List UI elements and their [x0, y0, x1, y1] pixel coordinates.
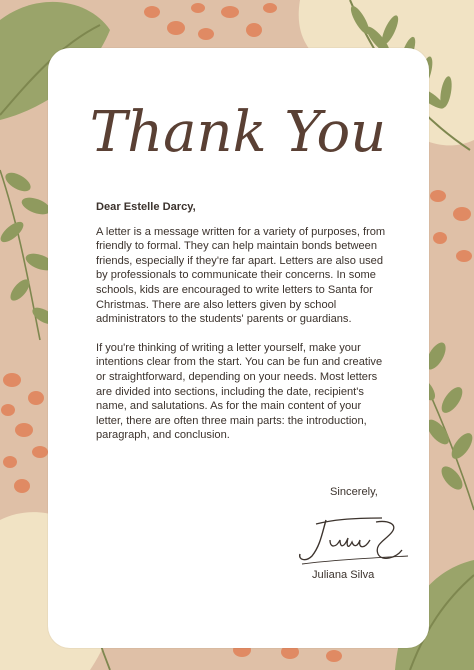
signer-name: Juliana Silva [312, 569, 375, 581]
dot-pattern-right [430, 190, 472, 262]
closing: Sincerely, [330, 486, 378, 498]
title-svg [48, 85, 429, 180]
signature-icon [292, 510, 412, 568]
paragraph-2: If you're thinking of writing a letter yourself, make your intentions clear from the start. You can be fun and creative or straightforward, depending on your needs. Most letters are divided into sections, including the date, recipient's name, and salutations. As for the main content of your letter, there are often three main parts: the introduction, paragraph, and conclusion. [96, 341, 383, 442]
greeting: Dear Estelle Darcy, [96, 201, 196, 213]
letter-body [96, 200, 386, 457]
letter-title: Thank You [89, 100, 387, 165]
paragraph-1: A letter is a message written for a variety of purposes, from friendly to formal. They can help maintain bonds between friends, especially if they're far apart. Letters are also used by professionals to communicate their concerns. In some schools, kids are encouraged to write letters to Santa for Christmas. There are also letters given by school administrators to the students' parents or guardians. [96, 225, 386, 326]
dot-pattern-top [144, 3, 277, 40]
dot-pattern-left [1, 373, 48, 493]
